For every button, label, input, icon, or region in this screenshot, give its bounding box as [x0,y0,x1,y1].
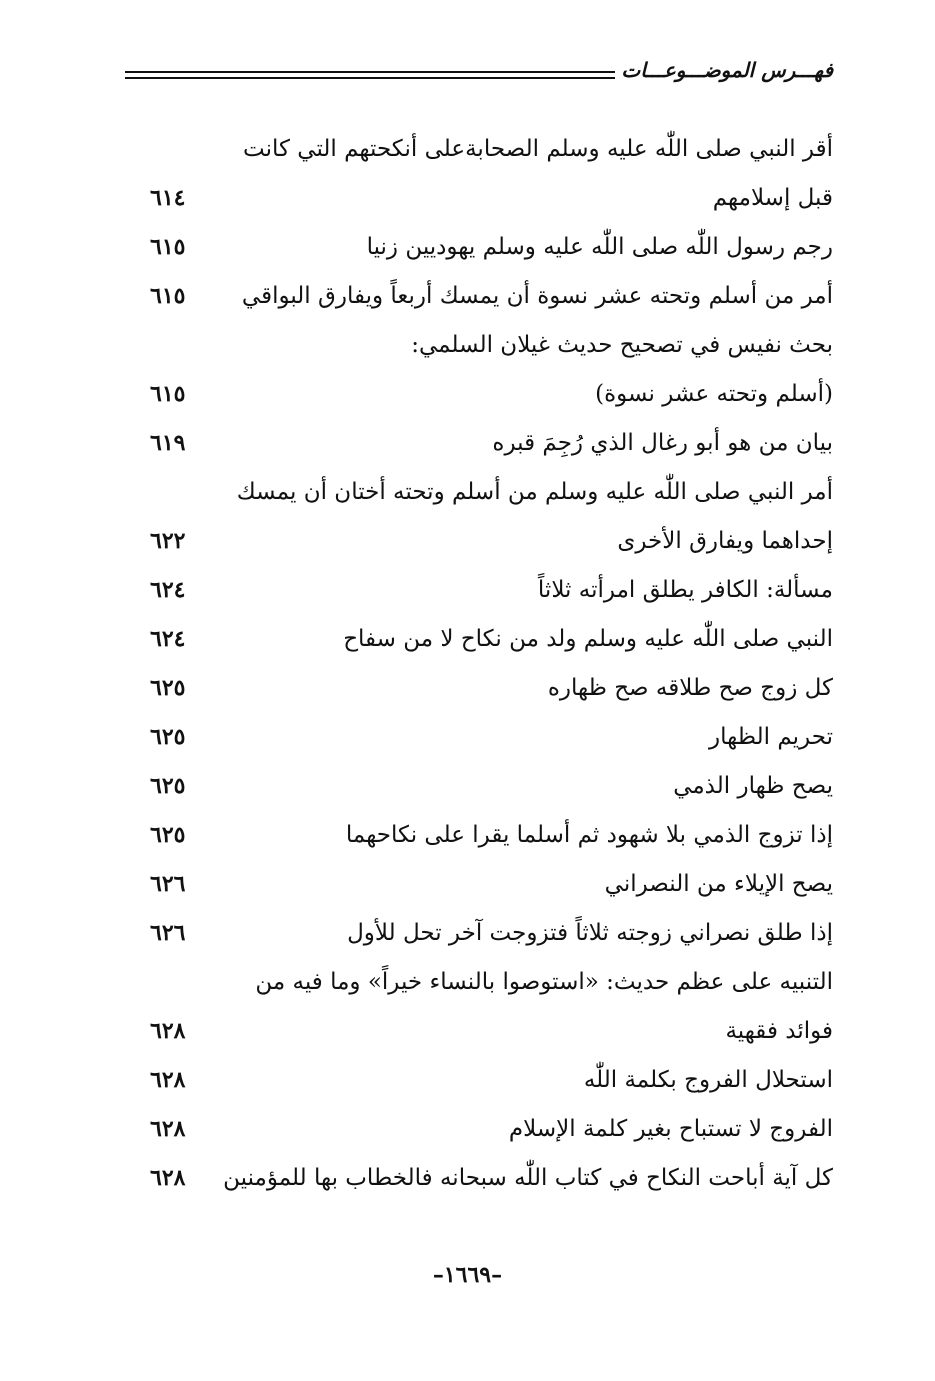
page-number: –١٦٦٩– [432,1262,503,1288]
entry-title: يصح الإيلاء من النصراني [604,871,833,897]
entry-page-number: ٦٢٤ [150,626,186,652]
index-entry [140,664,833,713]
entry-title: إذا طلق نصراني زوجته ثلاثاً فتزوجت آخر تحل للأول [347,920,833,946]
index-entry [140,762,833,811]
index-entry [140,223,833,272]
index-entry [140,174,833,223]
entry-title: النبي صلى اللّٰه عليه وسلم ولد من نكاح لا من سفاح [343,626,833,652]
index-entry [140,566,833,615]
entry-page-number: ٦١٤ [150,185,186,211]
index-entry [140,468,833,517]
entry-title: فوائد فقهية [725,1018,833,1044]
entry-page-number: ٦٢٥ [150,675,186,701]
entry-title: (أسلم وتحته عشر نسوة) [595,381,833,407]
index-entry [140,958,833,1007]
entry-page-number: ٦٢٨ [150,1067,186,1093]
entry-title: بيان من هو أبو رغال الذي رُجِمَ قبره [492,430,833,456]
index-entry [140,713,833,762]
entry-page-number: ٦٢٥ [150,724,186,750]
entry-title: تحريم الظهار [709,724,833,750]
index-entry [140,860,833,909]
index-entry [140,1154,833,1203]
index-entry [140,272,833,321]
index-entry [140,419,833,468]
entry-page-number: ٦١٥ [150,234,186,260]
index-entry [140,909,833,958]
entry-page-number: ٦٢٥ [150,822,186,848]
entry-title: مسألة: الكافر يطلق امرأته ثلاثاً [537,577,833,603]
running-header [125,58,833,94]
entry-page-number: ٦٢٨ [150,1018,186,1044]
index-entry [140,615,833,664]
entry-title: إحداهما ويفارق الأخرى [617,528,833,554]
entry-title: الفروج لا تستباح بغير كلمة الإسلام [508,1116,833,1142]
entry-page-number: ٦٢٦ [150,871,186,897]
entry-title: بحث نفيس في تصحيح حديث غيلان السلمي: [411,332,833,358]
entry-title: إذا تزوج الذمي بلا شهود ثم أسلما يقرا على نكاحهما [345,822,833,848]
entry-title: قبل إسلامهم [712,185,833,211]
entry-page-number: ٦٢٥ [150,773,186,799]
entry-title: أقر النبي صلى اللّٰه عليه وسلم الصحابةعلى أنكحتهم التي كانت [243,136,833,162]
entry-title: كل آية أباحت النكاح في كتاب اللّٰه سبحانه فالخطاب بها للمؤمنين [223,1165,833,1191]
header-rule-bottom [125,77,615,79]
index-entries-list [140,125,833,1203]
entry-page-number: ٦٢٦ [150,920,186,946]
index-entry [140,517,833,566]
index-entry [140,370,833,419]
entry-page-number: ٦١٥ [150,381,186,407]
entry-title: أمر من أسلم وتحته عشر نسوة أن يمسك أربعاً ويفارق البواقي [241,283,833,309]
entry-title: يصح ظهار الذمي [673,773,833,799]
index-entry [140,811,833,860]
entry-title: التنبيه على عظم حديث: «استوصوا بالنساء خيراً» وما فيه من [255,969,833,995]
header-title: فهـــرس الموضـــوعـــات [621,58,833,82]
entry-page-number: ٦٢٢ [150,528,186,554]
entry-page-number: ٦٢٤ [150,577,186,603]
entry-page-number: ٦١٩ [150,430,186,456]
index-entry [140,1007,833,1056]
index-entry [140,1105,833,1154]
entry-page-number: ٦٢٨ [150,1165,186,1191]
header-rule-top [125,71,615,73]
index-entry [140,1056,833,1105]
entry-title: كل زوج صح طلاقه صح ظهاره [547,675,833,701]
entry-page-number: ٦٢٨ [150,1116,186,1142]
index-entry [140,125,833,174]
entry-page-number: ٦١٥ [150,283,186,309]
entry-title: رجم رسول اللّٰه صلى اللّٰه عليه وسلم يهوديين زنيا [366,234,833,260]
index-entry [140,321,833,370]
entry-title: أمر النبي صلى اللّٰه عليه وسلم من أسلم وتحته أختان أن يمسك [236,479,833,505]
entry-title: استحلال الفروج بكلمة اللّٰه [583,1067,833,1093]
